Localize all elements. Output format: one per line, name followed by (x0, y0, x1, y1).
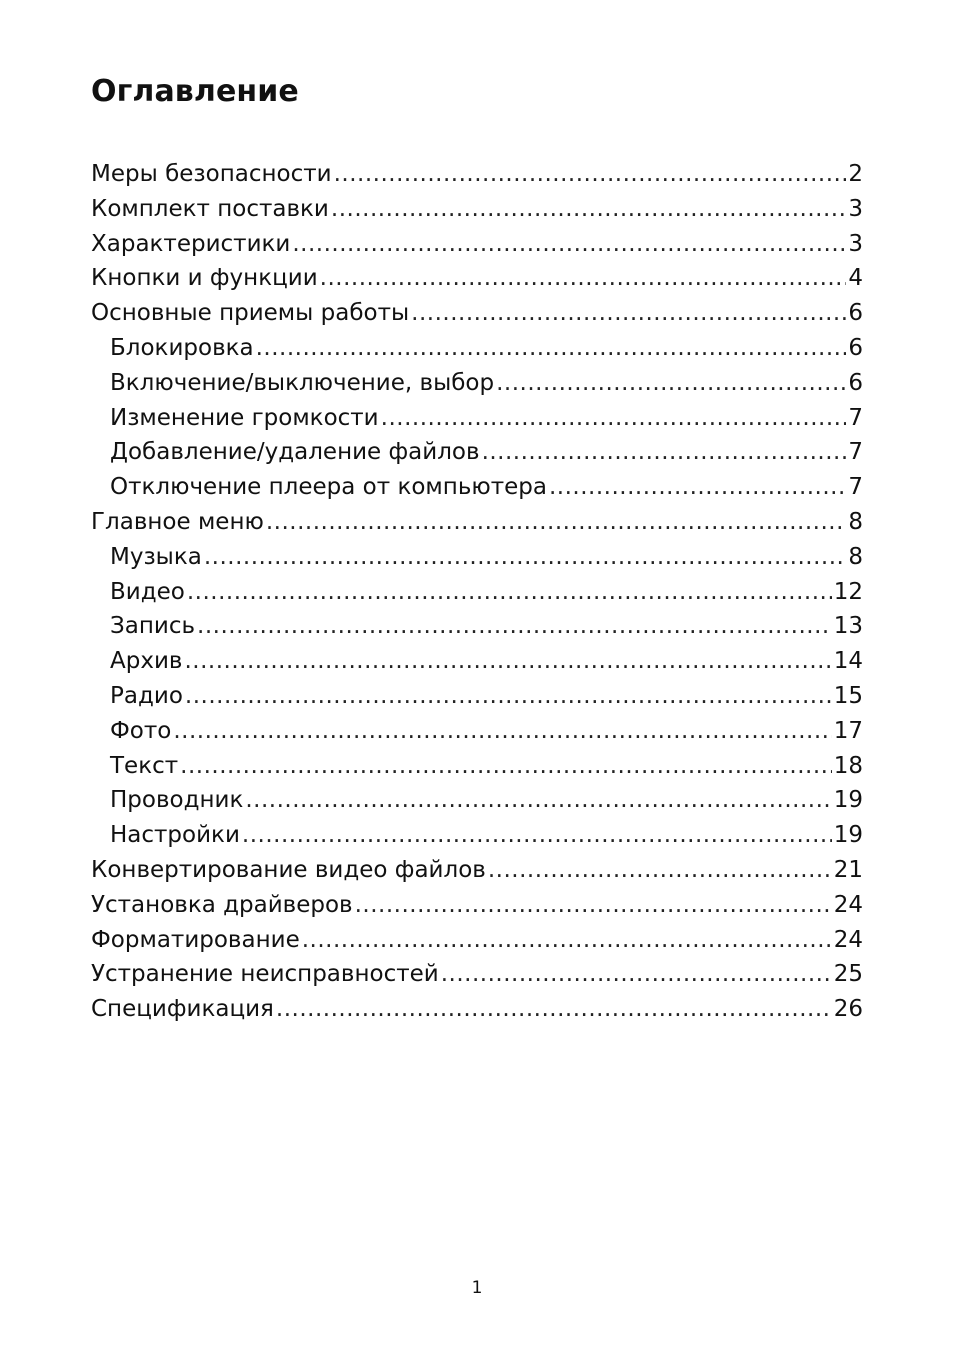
toc-entry-label: Фото (110, 717, 172, 744)
toc-dot-leader (334, 157, 847, 192)
toc-entry-page-number: 17 (833, 717, 863, 744)
toc-entry[interactable] (91, 435, 863, 470)
toc-entry-page-number: 6 (848, 369, 863, 396)
toc-entry-page-number: 4 (848, 265, 863, 292)
toc-entry-label: Архив (110, 648, 183, 675)
toc-entry-label: Характеристики (91, 230, 291, 257)
toc-dot-leader (266, 505, 847, 540)
toc-entry-label: Установка драйверов (91, 891, 353, 918)
toc-entry[interactable] (91, 261, 863, 296)
toc-dot-leader (187, 575, 832, 610)
toc-entry-label: Проводник (110, 787, 244, 814)
toc-entry[interactable] (91, 540, 863, 575)
toc-entry[interactable] (91, 818, 863, 853)
toc-entry-page-number: 7 (848, 474, 863, 501)
toc-entry-page-number: 21 (833, 856, 863, 883)
toc-entry-page-number: 12 (833, 578, 863, 605)
toc-dot-leader (331, 192, 846, 227)
toc-dot-leader (441, 957, 832, 992)
toc-entry[interactable] (91, 192, 863, 227)
toc-entry-page-number: 14 (833, 648, 863, 675)
toc-entry[interactable] (91, 609, 863, 644)
toc-entry-label: Текст (110, 752, 179, 779)
toc-entry-page-number: 3 (848, 195, 863, 222)
toc-entry-page-number: 24 (833, 926, 863, 953)
toc-dot-leader (488, 853, 832, 888)
toc-entry-label: Изменение громкости (110, 404, 379, 431)
toc-entry-page-number: 15 (833, 682, 863, 709)
toc-entry[interactable] (91, 505, 863, 540)
toc-dot-leader (292, 227, 846, 262)
toc-entry-label: Меры безопасности (91, 161, 332, 187)
toc-dot-leader (496, 366, 846, 401)
toc-entry-page-number: 19 (833, 787, 863, 814)
toc-entry[interactable] (91, 749, 863, 784)
toc-entry-label: Включение/выключение, выбор (110, 369, 495, 396)
toc-entry-label: Музыка (110, 543, 202, 570)
toc-entry-page-number: 6 (848, 334, 863, 361)
toc-dot-leader (276, 992, 832, 1027)
toc-entry[interactable] (91, 679, 863, 714)
toc-dot-leader (197, 609, 832, 644)
toc-entry[interactable] (91, 366, 863, 401)
toc-dot-leader (320, 261, 847, 296)
toc-entry-page-number: 3 (848, 230, 863, 257)
toc-entry[interactable] (91, 470, 863, 505)
toc-entry-label: Блокировка (110, 334, 254, 361)
toc-dot-leader (411, 296, 846, 331)
page-title: Оглавление (91, 74, 299, 109)
toc-dot-leader (242, 818, 832, 853)
toc-dot-leader (184, 644, 831, 679)
toc-entry[interactable] (91, 644, 863, 679)
toc-entry[interactable] (91, 401, 863, 436)
toc-entry-label: Радио (110, 682, 183, 709)
page-number: 1 (471, 1278, 483, 1298)
toc-entry[interactable] (91, 331, 863, 366)
toc-entry-page-number: 8 (848, 508, 863, 535)
toc-dot-leader (302, 923, 832, 958)
toc-dot-leader (482, 435, 847, 470)
toc-entry[interactable] (91, 853, 863, 888)
toc-entry-page-number: 26 (833, 996, 863, 1023)
toc-entry-label: Устранение неисправностей (91, 961, 439, 988)
toc-entry-page-number: 7 (848, 439, 863, 466)
toc-dot-leader (355, 888, 832, 923)
toc-entry-page-number: 6 (848, 300, 863, 327)
toc-dot-leader (173, 714, 831, 749)
toc-entry[interactable] (91, 957, 863, 992)
toc-entry-label: Спецификация (91, 996, 274, 1023)
toc-entry[interactable] (91, 157, 863, 192)
toc-entry[interactable] (91, 783, 863, 818)
toc-entry-page-number: 19 (833, 822, 863, 849)
toc-entry-page-number: 25 (833, 961, 863, 988)
toc-entry[interactable] (91, 923, 863, 958)
toc-dot-leader (256, 331, 847, 366)
toc-entry-page-number: 18 (833, 752, 863, 779)
toc-dot-leader (245, 783, 831, 818)
toc-entry[interactable] (91, 575, 863, 610)
toc-entry-label: Основные приемы работы (91, 300, 410, 327)
toc-entry-page-number: 2 (848, 161, 863, 187)
table-of-contents (91, 157, 863, 1027)
toc-entry-label: Добавление/удаление файлов (110, 439, 480, 466)
toc-dot-leader (180, 749, 832, 784)
toc-entry-page-number: 13 (833, 613, 863, 640)
toc-entry-label: Отключение плеера от компьютера (110, 474, 547, 501)
toc-entry-page-number: 24 (833, 891, 863, 918)
toc-entry-label: Комплект поставки (91, 195, 329, 222)
toc-entry-label: Конвертирование видео файлов (91, 856, 486, 883)
toc-entry[interactable] (91, 296, 863, 331)
toc-dot-leader (549, 470, 846, 505)
toc-entry-page-number: 7 (848, 404, 863, 431)
toc-entry-label: Видео (110, 578, 185, 605)
toc-entry-label: Кнопки и функции (91, 265, 318, 292)
toc-entry-page-number: 8 (848, 543, 863, 570)
toc-dot-leader (185, 679, 832, 714)
toc-dot-leader (204, 540, 847, 575)
toc-entry[interactable] (91, 714, 863, 749)
toc-entry-label: Настройки (110, 822, 240, 849)
toc-dot-leader (381, 401, 847, 436)
toc-entry[interactable] (91, 227, 863, 262)
toc-entry-label: Запись (110, 613, 196, 640)
toc-entry-label: Главное меню (91, 508, 264, 535)
toc-entry-label: Форматирование (91, 926, 300, 953)
toc-entry[interactable] (91, 888, 863, 923)
toc-entry[interactable] (91, 992, 863, 1027)
